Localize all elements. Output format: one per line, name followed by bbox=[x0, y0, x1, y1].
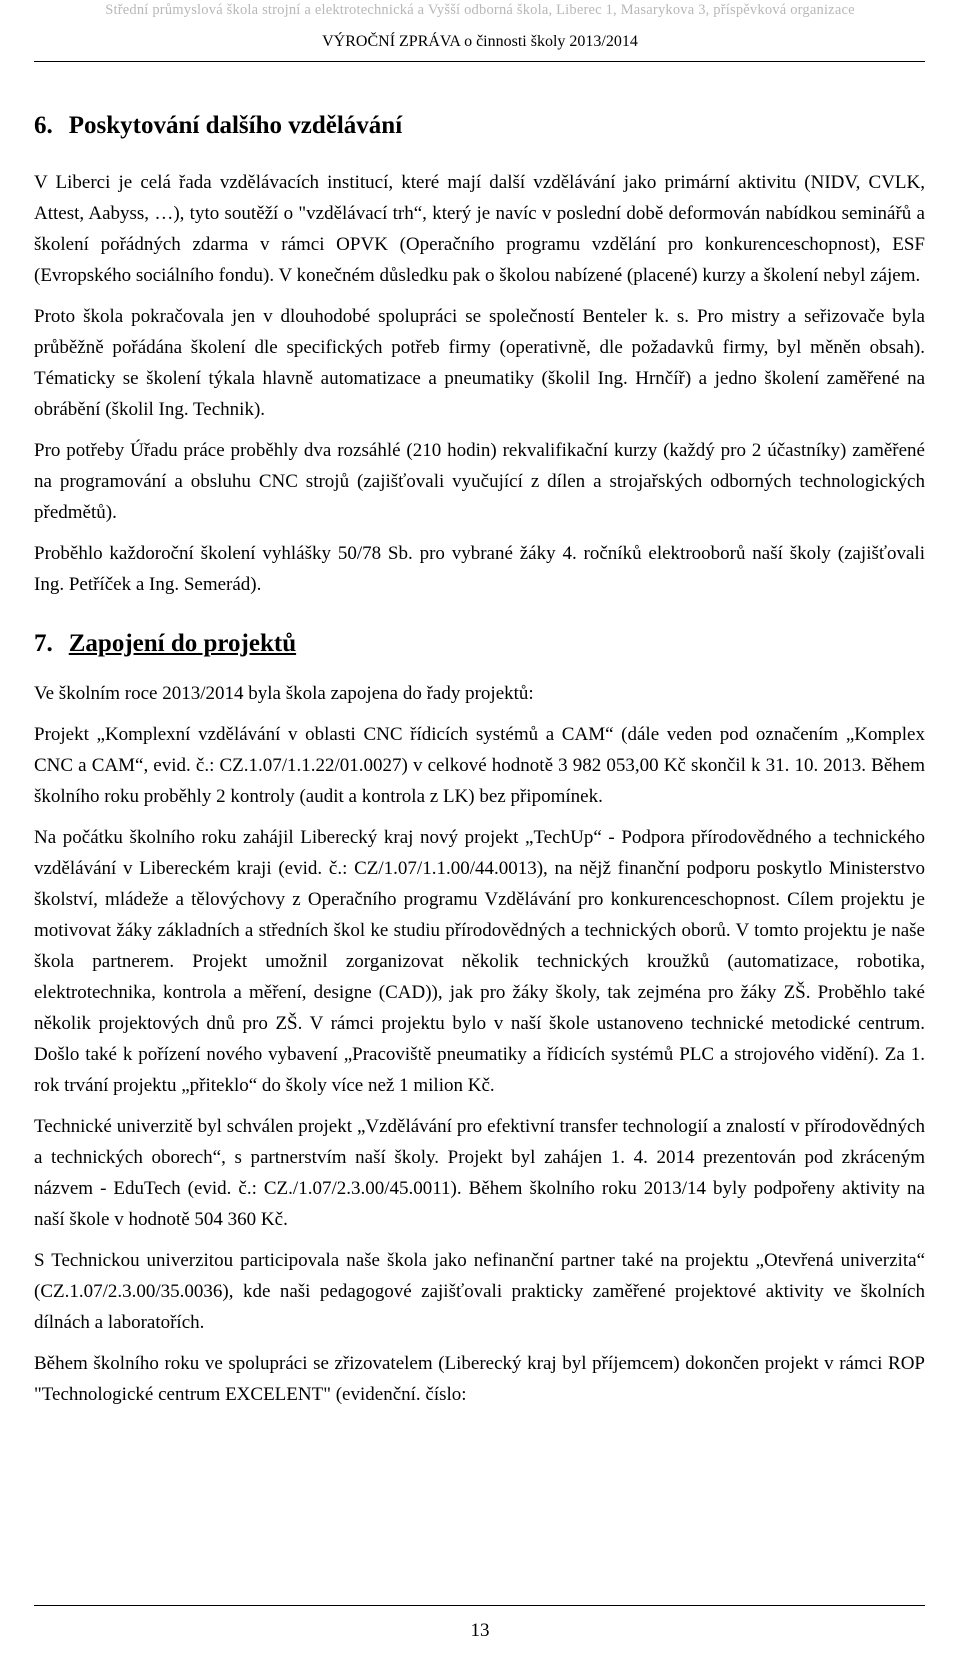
section-6-paragraph: Proto škola pokračovala jen v dlouhodobé spolupráci se společností Benteler k. s. Pro mistry a seřizovače byla průběžně pořádána školení dle specifických potřeb firmy (operativně, dle požadavků firmy, byl měněn obsah). Tématicky se školení týkala hlavně automatizace a pneumatiky (školil Ing. Hrnčíř) a jedno školení zaměřené na obrábění (školil Ing. Technik). bbox=[34, 306, 925, 420]
section-7-paragraph: S Technickou univerzitou participovala naše škola jako nefinanční partner také na projektu „Otevřená univerzita“ (CZ.1.07/2.3.00/35.0036), kde naši pedagogové zajišťovali prakticky zaměřené projektové aktivity ve školních dílnách a laboratořích. bbox=[34, 1250, 925, 1333]
section-7-heading bbox=[34, 626, 925, 662]
section-6-title: Poskytování dalšího vzdělávání bbox=[68, 112, 403, 139]
section-7-paragraph: Technické univerzitě byl schválen projekt „Vzdělávání pro efektivní transfer technologií a znalostí v přírodovědných a technických oborech“, s partnerstvím naší školy. Projekt byl zahájen 1. 4. 2014 prezentován pod zkráceným názvem - EduTech (evid. č.: CZ./1.07/2.3.00/45.0011). Během školního roku 2013/14 byly podpořeny aktivity na naší škole v hodnotě 504 360 Kč. bbox=[34, 1116, 925, 1230]
section-7-paragraph: Na počátku školního roku zahájil Liberecký kraj nový projekt „TechUp“ - Podpora přírodovědného a technického vzdělávání v Libereckém kraji (evid. č.: CZ/1.07/1.1.00/44.0013), na nějž finanční podporu poskytlo Ministerstvo školství, mládeže a tělovýchovy z Operačního programu Vzdělávání pro konkurenceschopnost. Cílem projektu je motivovat žáky základních a středních škol ke studiu přírodovědných a technických oborů. V tomto projektu je naše škola partnerem. Projekt umožnil zorganizovat několik technických kroužků (automatizace, robotika, elektrotechnika, kontrola a měření, designe (CAD)), jak pro žáky školy, tak zejména pro žáky ZŠ. Proběhlo také několik projektových dnů pro ZŠ. V rámci projektu bylo v naší škole ustanoveno technické metodické centrum. Došlo také k pořízení nového vybavení „Pracoviště pneumatiky a řídicích systémů PLC a strojového vidění). Za 1. rok trvání projektu „přiteklo“ do školy více než 1 milion Kč. bbox=[34, 827, 925, 1096]
header-school-name: Střední průmyslová škola strojní a elektrotechnická a Vyšší odborná škola, Liberec 1, Masarykova 3, příspěvková organizace bbox=[105, 2, 855, 18]
footer-divider bbox=[34, 1605, 925, 1606]
section-7-number: 7. bbox=[34, 630, 53, 657]
header-report-title: VÝROČNÍ ZPRÁVA o činnosti školy 2013/2014 bbox=[322, 33, 638, 50]
section-7-paragraph: Během školního roku ve spolupráci se zřizovatelem (Liberecký kraj byl příjemcem) dokončen projekt v rámci ROP "Technologické centrum EXCELENT" (evidenční. číslo: bbox=[34, 1353, 925, 1405]
section-6-heading bbox=[34, 108, 925, 144]
page-number: 13 bbox=[470, 1620, 490, 1641]
section-7-paragraph: Ve školním roce 2013/2014 byla škola zapojena do řady projektů: bbox=[34, 683, 534, 704]
header-divider bbox=[34, 61, 925, 62]
section-6-paragraph: V Liberci je celá řada vzdělávacích institucí, které mají další vzdělávání jako primární aktivitu (NIDV, CVLK, Attest, Aabyss, …), tyto soutěží o "vzdělávací trh“, který je navíc v poslední době deformován nabídkou seminářů a školení pořádných zdarma v rámci OPVK (Operačního programu vzdělání pro konkurenceschopnost), ESF (Evropského sociálního fondu). V konečném důsledku pak o školou nabízené (placené) kurzy a školení nebyl zájem. bbox=[34, 172, 925, 286]
section-6-paragraph: Proběhlo každoroční školení vyhlášky 50/78 Sb. pro vybrané žáky 4. ročníků elektrooborů naší školy (zajišťovali Ing. Petříček a Ing. Semerád). bbox=[34, 543, 925, 595]
section-6-number: 6. bbox=[34, 112, 53, 139]
page-content bbox=[34, 108, 925, 1420]
section-7-title: Zapojení do projektů bbox=[68, 630, 297, 657]
section-7-paragraph: Projekt „Komplexní vzdělávání v oblasti CNC řídicích systémů a CAM“ (dále veden pod označením „Komplex CNC a CAM“, evid. č.: CZ.1.07/1.1.22/01.0027) v celkové hodnotě 3 982 053,00 Kč skončil k 31. 10. 2013. Během školního roku proběhly 2 kontroly (audit a kontrola z LK) bez připomínek. bbox=[34, 724, 925, 807]
section-6-paragraph: Pro potřeby Úřadu práce proběhly dva rozsáhlé (210 hodin) rekvalifikační kurzy (každý pro 2 účastníky) zaměřené na programování a obsluhu CNC strojů (zajišťovali vyučující z dílen a strojařských odborných technologických předmětů). bbox=[34, 440, 925, 523]
